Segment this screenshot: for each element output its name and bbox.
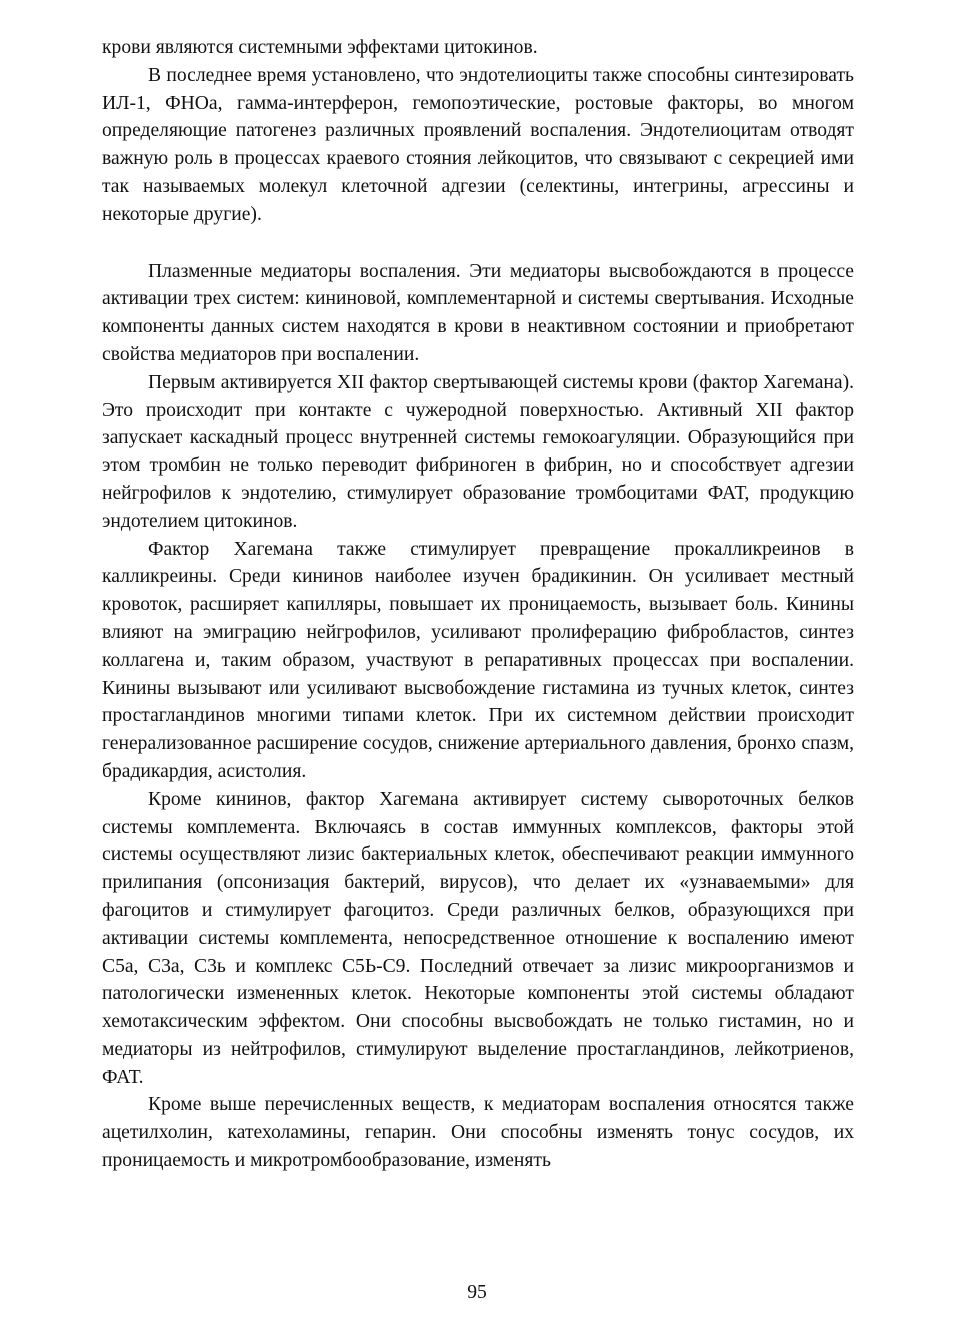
paragraph-gap (102, 229, 854, 258)
paragraph-6: Кроме кининов, фактор Хагемана активирует систему сывороточных белков системы комплемента. Включаясь в состав иммунных комплексов, факторы этой системы осуществляют лизис бактериальных клеток, обеспечивают реакции иммунного прилипания (опсонизация бактерий, вирусов), что делает их «узнаваемыми» для фагоцитов и стимулирует фагоцитоз. Среди различных белков, образующихся при активации системы комплемента, непосредственное отношение к воспалению имеют С5а, С3а, С3ь и комплекс С5Ь-С9. Последний отвечает за лизис микроорганизмов и патологически измененных клеток. Некоторые компоненты этой системы обладают хемотаксическим эффектом. Они способны высвобождать не только гистамин, но и медиаторы из нейтрофилов, стимулируют выделение простагландинов, лейкотриенов, ФАТ. (102, 788, 854, 1088)
paragraph-2: В последнее время установлено, что эндотелиоциты также способны синтезировать ИЛ-1, ФНОа, гамма-интерферон, гемопоэтические, ростовые факторы, во многом определяющие патогенез различных проявлений воспаления. Эндотелиоцитам отводят важную роль в процессах краевого стояния лейкоцитов, что связывают с секрецией ими так называемых молекул клеточной адгезии (селектины, интегрины, агрессины и некоторые другие). (102, 64, 854, 225)
page-body (102, 34, 854, 1175)
paragraph-3: Плазменные медиаторы воспаления. Эти медиаторы высвобождаются в процессе активации трех систем: кининовой, комплементарной и системы свертывания. Исходные компоненты данных систем находятся в крови в неактивном состоянии и приобретают свойства медиаторов при воспалении. (102, 260, 854, 365)
paragraph-1: крови являются системными эффектами цитокинов. (102, 37, 538, 58)
page-number: 95 (467, 1282, 487, 1303)
paragraph-7: Кроме выше перечисленных веществ, к медиаторам воспаления относятся также ацетилхолин, катехоламины, гепарин. Они способны изменять тонус сосудов, их проницаемость и микротромбообразование, изменять (102, 1094, 854, 1172)
paragraph-5: Фактор Хагемана также стимулирует превращение прокалликреинов в калликреины. Среди кининов наиболее изучен брадикинин. Он усиливает местный кровоток, расширяет капилляры, повышает их проницаемость, вызывает боль. Кинины влияют на эмиграцию нейгрофилов, усиливают пролиферацию фибробластов, синтез коллагена и, таким образом, участвуют в репаративных процессах при воспалении. Кинины вызывают или усиливают высвобождение гистамина из тучных клеток, синтез простагландинов многими типами клеток. При их системном действии происходит генерализованное расширение сосудов, снижение артериального давления, бронхо спазм, брадикардия, асистолия. (102, 538, 854, 782)
paragraph-4: Первым активируется XII фактор свертывающей системы крови (фактор Хагемана). Это происходит при контакте с чужеродной поверхностью. Активный XII фактор запускает каскадный процесс внутренней системы гемокоагуляции. Образующийся при этом тромбин не только переводит фибриноген в фибрин, но и способствует адгезии нейгрофилов к эндотелию, стимулирует образование тромбоцитами ФАТ, продукцию эндотелием цитокинов. (102, 371, 854, 532)
